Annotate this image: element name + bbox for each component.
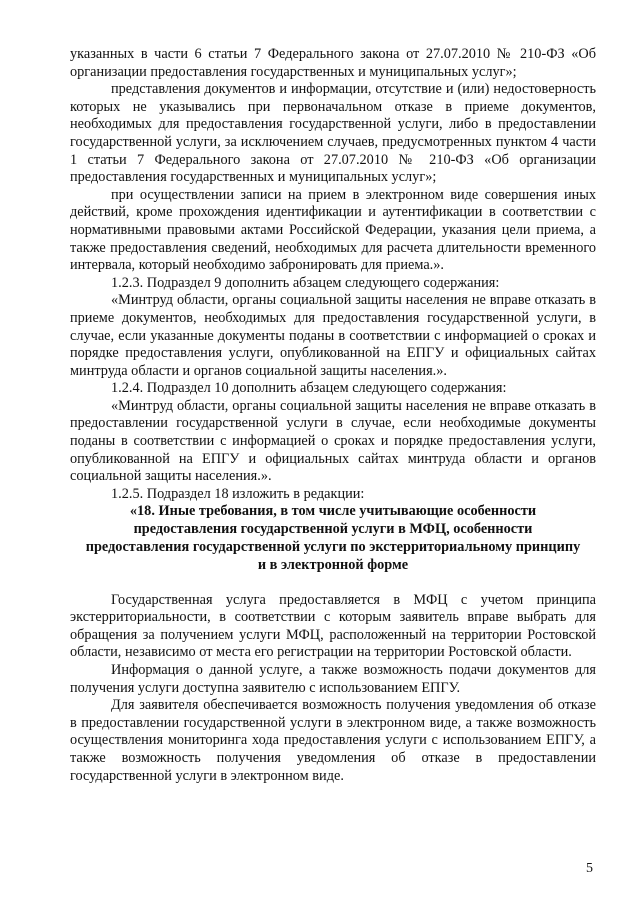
section-heading [70, 503, 596, 574]
paragraph-3: при осуществлении записи на прием в электронном виде совершения иных действий, кроме прохождения идентификации и аутентификации в соответствии с нормативными правовыми актами Российской Федерации, указания цели приема, а также предоставления сведений, необходимых для расчета длительности временного интервала, который необходимо забронировать для приема.». [70, 186, 596, 274]
paragraph-8: 1.2.5. Подраздел 18 изложить в редакции: [111, 485, 365, 502]
heading-line-1: «18. Иные требования, в том числе учитывающие особенности [129, 503, 537, 520]
paragraph-11: Для заявителя обеспечивается возможность получения уведомления об отказе в предоставлении государственной услуги в электронном виде, а также возможность осуществления мониторинга хода предоставления услуги с использованием ЕПГУ, а также возможность получения уведомления об отказе в предоставлении государственной услуги в электронном виде. [70, 697, 596, 784]
paragraph-1: указанных в части 6 статьи 7 Федерального закона от 27.07.2010 № 210-ФЗ «Об организации предоставления государственных и муниципальных услуг»; [70, 46, 596, 80]
heading-line-3: предоставления государственной услуги по экстерриториальному принципу [85, 539, 581, 556]
paragraph-6: 1.2.4. Подраздел 10 дополнить абзацем следующего содержания: [111, 380, 507, 397]
paragraph-9: Государственная услуга предоставляется в МФЦ с учетом принципа экстерриториальности, в соответствии с которым заявитель вправе выбрать для обращения за получением услуги МФЦ, расположенный на территории Ростовской области, независимо от места его регистрации на территории Ростовской области. [70, 591, 596, 661]
heading-line-4: и в электронной форме [257, 556, 409, 573]
heading-line-2: предоставления государственной услуги в МФЦ, особенности [133, 521, 533, 538]
paragraph-5: «Минтруд области, органы социальной защиты населения не вправе отказать в приеме документов, необходимых для предоставления государственной услуги, в случае, если указанные документы поданы в соответствии с информацией о сроках и порядке предоставления услуги, опубликованной на ЕПГУ и официальных сайтах минтруда области и органов социальной защиты населения.». [70, 292, 596, 379]
document-body [70, 46, 596, 785]
page-number: 5 [586, 861, 593, 876]
paragraph-4: 1.2.3. Подраздел 9 дополнить абзацем следующего содержания: [111, 274, 500, 291]
paragraph-2: представления документов и информации, отсутствие и (или) недостоверность которых не указывались при первоначальном отказе в приеме документов, необходимых для предоставления государственной услуги, либо в предоставлении государственной услуги, за исключением случаев, предусмотренных пунктом 4 части 1 статьи 7 Федерального закона от 27.07.2010 № 210-ФЗ «Об организации предоставления государственных и муниципальных услуг»; [70, 81, 596, 186]
paragraph-10: Информация о данной услуге, а также возможность подачи документов для получения услуги доступна заявителю с использованием ЕПГУ. [70, 662, 596, 696]
paragraph-7: «Минтруд области, органы социальной защиты населения не вправе отказать в предоставлении государственной услуги в случае, если необходимые документы поданы в соответствии с информацией о сроках и порядке предоставления услуги, опубликованной на ЕПГУ и официальных сайтах минтруда области и органов социальной защиты населения.». [70, 397, 596, 485]
blank-line [70, 575, 596, 592]
